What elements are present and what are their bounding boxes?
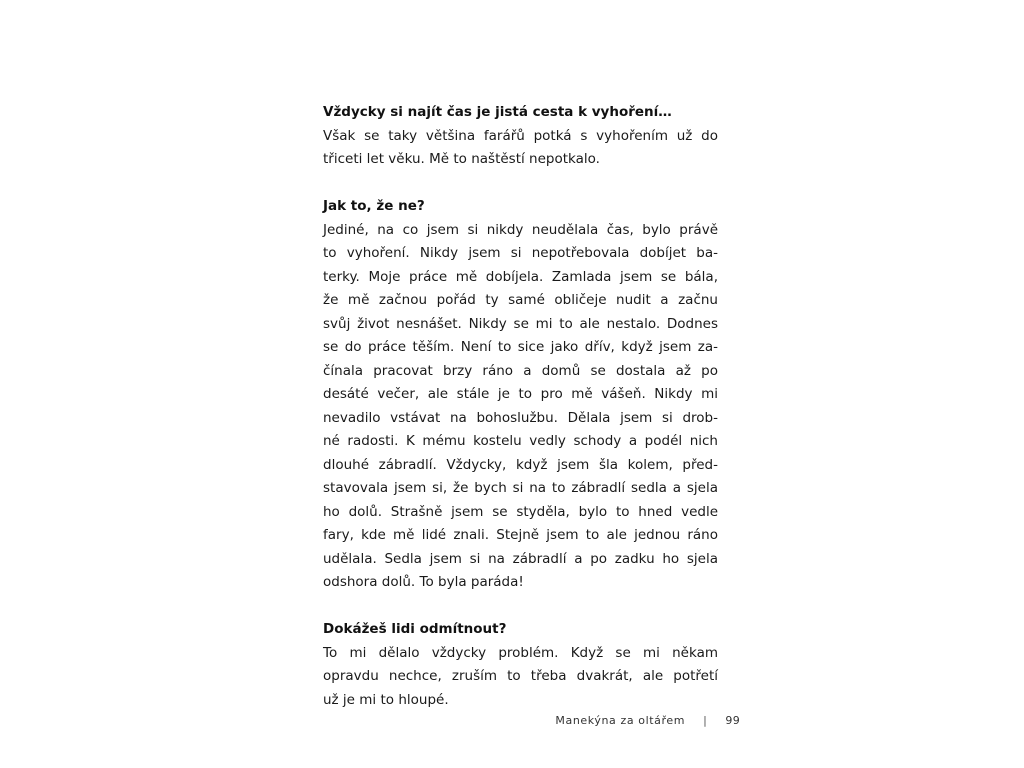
text-line: se do práce těším. Není to sice jako dřív, když jsem za- [323, 339, 718, 355]
text-line: né radosti. K mému kostelu vedly schody a podél nich [323, 433, 718, 449]
page-number: 99 [725, 714, 740, 727]
section-heading: Vždycky si najít čas je jistá cesta k vyhoření… [323, 104, 672, 120]
book-title: Manekýna za oltářem [555, 714, 686, 727]
text-line: desáté večer, ale stále je to pro mě vášeň. Nikdy mi [323, 386, 718, 402]
text-line: Však se taky většina farářů potká s vyhořením už do [323, 127, 718, 144]
text-line: ho dolů. Strašně jsem se styděla, bylo to hned vedle [323, 503, 718, 520]
text-line: opravdu nechce, zruším to třeba dvakrát, ale potřetí [323, 668, 718, 684]
footer-separator: | [703, 714, 708, 727]
text-line: to vyhoření. Nikdy jsem si nepotřebovala dobíjet ba- [323, 245, 718, 261]
text-line: odshora dolů. To byla paráda! [323, 574, 524, 590]
text-line: fary, kde mě lidé znali. Stejně jsem to ale jednou ráno [323, 527, 718, 543]
text-line: stavovala jsem si, že bych si na to zábradlí sedla a sjela [323, 480, 718, 496]
text-line: To mi dělalo vždycky problém. Když se mi někam [323, 644, 718, 661]
page-text [323, 101, 718, 712]
text-line: svůj život nesnášet. Nikdy se mi to ale nestalo. Dodnes [323, 315, 718, 332]
text-line: třiceti let věku. Mě to naštěstí nepotkalo. [323, 151, 600, 167]
text-line: čínala pracovat brzy ráno a domů se dostala až po [323, 362, 718, 379]
paragraph-gap [323, 595, 718, 619]
text-line: udělala. Sedla jsem si na zábradlí a po zadku ho sjela [323, 550, 718, 567]
paragraph-gap [323, 172, 718, 196]
section-heading: Jak to, že ne? [323, 198, 425, 214]
text-line: nevadilo vstávat na bohoslužbu. Dělala jsem si drob- [323, 409, 718, 426]
text-line: Jediné, na co jsem si nikdy neudělala čas, bylo právě [323, 221, 718, 238]
text-line: už je mi to hloupé. [323, 691, 449, 708]
page-footer [520, 714, 740, 727]
text-line: dlouhé zábradlí. Vždycky, když jsem šla kolem, před- [323, 456, 718, 473]
text-line: terky. Moje práce mě dobíjela. Zamlada jsem se bála, [323, 268, 718, 285]
text-line: že mě začnou pořád ty samé obličeje nudit a začnu [323, 292, 718, 308]
section-heading: Dokážeš lidi odmítnout? [323, 621, 507, 637]
